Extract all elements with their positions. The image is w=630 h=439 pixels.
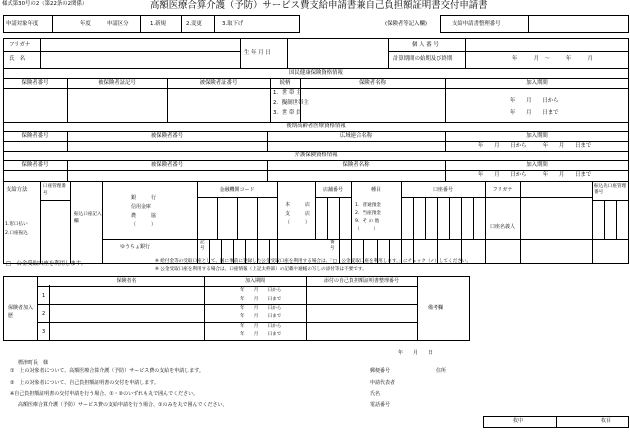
kind-option-2[interactable]: 2．当座預金 xyxy=(355,211,381,216)
account-no-label: 口座番号 xyxy=(432,187,453,193)
statement-note-2: 高額医療合算介護（予防）サービス費の支給申請を行う場合、①のみを丸で囲んでください。 xyxy=(18,402,228,408)
kouki-period-value: 年 月 日から 年 月 日まで xyxy=(478,143,592,149)
remarks-label: 備考欄 xyxy=(428,305,444,311)
kind-option-4[interactable]: （ ） xyxy=(355,227,378,232)
dest-account-no-label: 振込先口座管理番号 xyxy=(594,184,627,196)
history-row-1-from: 年 月 日から xyxy=(240,288,282,293)
history-row-3-no: 3 xyxy=(42,329,46,335)
period-value: 年 月 ～ 年 月 xyxy=(512,56,593,62)
application-date: 年 月 日 xyxy=(398,350,434,356)
kaigo-period-label: 加入期間 xyxy=(526,162,548,168)
form-title: 高額医療合算介護（予防）サービス費支給申請書兼自己負担額証明書交付申請書 xyxy=(150,0,488,11)
history-cert-no-label: 添付の自己負担額証明書整理番号 xyxy=(323,278,399,284)
kaigo-insured-no: 被保険者番号 xyxy=(150,162,184,168)
kaigo-insurer-no: 保険者番号 xyxy=(21,162,49,168)
branch-type-2[interactable]: 支 店 xyxy=(285,211,311,217)
applicant-name-label: 氏名 xyxy=(370,391,381,397)
kokuho-card-symbol: 被保険者証記号 xyxy=(98,80,136,86)
personal-no-label: 個 人 番 号 xyxy=(412,42,439,48)
kaigo-period-value: 年 月 日から 年 月 日まで xyxy=(478,172,592,178)
category-label: 申請区分 xyxy=(107,21,129,27)
bank-type-3[interactable]: 農 協 xyxy=(131,213,157,219)
transfer-account-label: 振込口座記入欄 xyxy=(74,212,102,225)
history-row-2-from: 年 月 日から xyxy=(240,306,282,311)
bank-type-2[interactable]: 信用金庫 xyxy=(131,204,152,210)
kaigo-insurer-name: 保険者名称 xyxy=(342,162,370,168)
kokuho-period-to: 年 月 日まで xyxy=(510,110,559,116)
sheet-count-label: 枚中 xyxy=(513,418,524,424)
statement-2[interactable]: ② 上の対象者について、自己負担額証明書の交付を申請します。 xyxy=(10,380,159,386)
furigana-label: フリガナ xyxy=(9,42,31,48)
option-withdraw[interactable]: 3.取下げ xyxy=(222,21,244,27)
option-transfer[interactable]: 2.口座振込 xyxy=(5,231,28,236)
address-label: 住所 xyxy=(436,368,447,374)
branch-type-1[interactable]: 本 店 xyxy=(285,202,311,208)
public-account-note-1: ※ 給付金等の受取口座として、国に事前に登録した公金受取口座を利用する場合は、「□ 公金受取口座を利用します。」にチェック（✓）してください。 xyxy=(155,259,472,264)
kouki-insured-no: 被保険者番号 xyxy=(150,133,184,139)
yucho-bank-label: ゆうちょ銀行 xyxy=(120,244,151,250)
kokuho-period-label: 加入期間 xyxy=(526,80,548,86)
bank-type-1[interactable]: 銀 行 xyxy=(131,195,157,201)
insured-history-label: 保険者加入歴 xyxy=(8,305,34,319)
target-year-label: 申請対象年度 xyxy=(6,21,39,27)
kokuho-insurer-no: 保険者番号 xyxy=(21,80,49,86)
statement-1[interactable]: ① 上の対象者について、高額医療合算介護（予防）サービス費の支給を申請します。 xyxy=(10,368,204,374)
payment-method-label: 支給方法 xyxy=(6,187,28,193)
branch-no-label: 店舗番号 xyxy=(322,187,343,193)
period-label: 計算期間の始期及び終期 xyxy=(393,56,453,62)
public-account-note-2: ※ 公金受取口座を利用する場合は、口座情報（上記太枠部）の記載や通帳の写しの添付等は不要です。 xyxy=(155,267,367,272)
option-new[interactable]: 1.新規 xyxy=(150,21,166,27)
bank-code-label: 金融機関コード xyxy=(219,187,255,193)
relation-option-2[interactable]: 2．擬制世帯主 xyxy=(273,100,309,106)
history-row-1-to: 年 月 日まで xyxy=(240,297,282,302)
public-account-checkbox[interactable]: □ 公金受取口座を利用します。 xyxy=(6,261,87,267)
kaigo-section-title: 介護保険資格情報 xyxy=(294,152,338,158)
bank-type-4[interactable]: （ ） xyxy=(131,222,157,228)
kind-option-3[interactable]: 9．そ の 他 xyxy=(355,219,380,224)
birth-label: 生 年 月 日 xyxy=(244,50,271,56)
account-kind-label: 種目 xyxy=(370,187,381,193)
branch-label: 支給申請書整理番号 xyxy=(452,21,501,27)
relation-option-1[interactable]: 1．世 帯 主 xyxy=(273,90,302,96)
phone-label: 電話番号 xyxy=(370,402,391,408)
postal-code-label: 郵便番号 xyxy=(370,368,391,374)
account-mgmt-label: 口座管理番 号 xyxy=(43,184,71,196)
sheet-number-label: 枚目 xyxy=(601,418,612,424)
history-row-3-from: 年 月 日から xyxy=(240,324,282,329)
account-holder-label: 口座名義人 xyxy=(489,224,515,230)
name-label: 氏 名 xyxy=(9,56,26,62)
history-insurer-name: 保険者名 xyxy=(116,278,137,284)
option-change[interactable]: 2.変更 xyxy=(186,21,202,27)
option-counter[interactable]: 1.窓口払い xyxy=(5,222,28,227)
kokuho-insurer-name: 保険者名称 xyxy=(359,80,386,86)
history-row-3-to: 年 月 日まで xyxy=(240,332,282,337)
kouki-insurer-no: 保険者番号 xyxy=(21,133,49,139)
history-period-label: 加入期間 xyxy=(244,278,265,284)
kokuho-relation: 続柄 xyxy=(279,80,291,86)
history-row-2-to: 年 月 日まで xyxy=(240,314,282,319)
kouki-section-title: 後期高齢者医療資格情報 xyxy=(286,123,346,129)
proxy-label: 申請代表者 xyxy=(370,380,396,386)
year-unit: 年度 xyxy=(80,21,91,27)
branch-type-3[interactable]: （ ） xyxy=(285,220,311,226)
relation-option-3[interactable]: 3．世 帯 員 xyxy=(273,110,302,116)
kind-option-1[interactable]: 1．普通預金 xyxy=(355,203,381,208)
kouki-period-label: 加入期間 xyxy=(526,133,548,139)
history-row-1-no: 1 xyxy=(42,293,46,299)
kouki-union-name: 広域連合名称 xyxy=(339,133,373,139)
form-number: 様式第30号の2（第22条の2関係） xyxy=(2,1,88,7)
bank-furigana-label: フリガナ xyxy=(492,187,513,193)
insurer-note: (保険者等記入欄) xyxy=(385,21,427,27)
history-row-2-no: 2 xyxy=(42,311,46,317)
kokuho-period-from: 年 月 日から xyxy=(510,98,559,104)
kokuho-section-title: 国民健康保険資格情報 xyxy=(289,70,343,76)
yucho-number-label: 番号 xyxy=(330,240,335,251)
addressee: 標津町長 様 xyxy=(18,360,49,366)
kokuho-card-no: 被保険者証番号 xyxy=(199,80,238,86)
yucho-symbol-label: 記号 xyxy=(200,240,205,251)
statement-note-1: ※自己負担額証明書の交付申請を行う場合、①・②のいずれも丸で囲んでください。 xyxy=(10,391,199,397)
